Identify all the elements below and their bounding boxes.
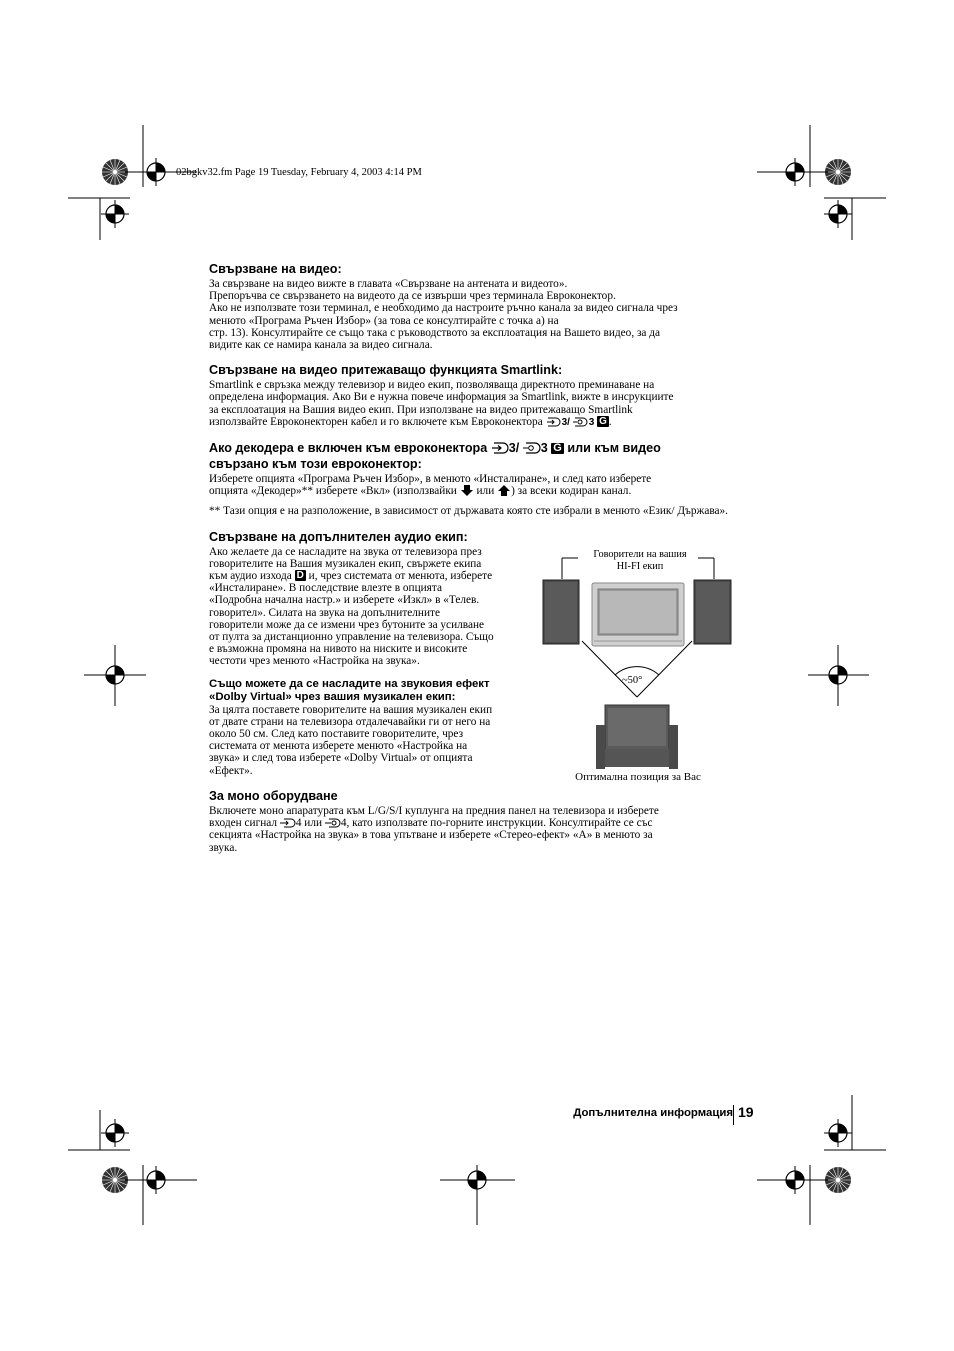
section-smartlink-line: Smartlink е свръзка между телевизор и видео екип, позволяваща директното преминаване на — [209, 379, 655, 392]
section-smartlink-title: Свързване на видео притежаващо функцията Smartlink: — [209, 363, 563, 378]
arrow-down-icon — [460, 485, 474, 497]
section-smartlink-line: за експлоатация на Вашия видео екип. При използване на видео притежаващо Smartlink — [209, 403, 633, 416]
mono-text: 4 или — [295, 817, 323, 830]
badge-g: G — [553, 442, 562, 455]
section-mono — [209, 789, 749, 854]
scart-video-icon — [523, 441, 541, 455]
badge-g: G — [599, 415, 607, 427]
dolby-line: «Ефект». — [209, 764, 253, 777]
footer-divider — [733, 1105, 734, 1125]
dolby-line: около 50 см. След като поставите говорителите, чрез — [209, 728, 464, 741]
dolby-line: звука» и след това изберете «Dolby Virtual» от опцията — [209, 752, 473, 765]
section-audio-title: Свързване на допълнителен аудио екип: — [209, 529, 468, 544]
speaker-placement-drawing — [542, 549, 734, 779]
dolby-line: от двате страни на телевизора отдалечавайки ги от него на — [209, 715, 491, 728]
audio-line: «Подробна начална настр.» и изберете «Изкл» в «Телев. — [209, 594, 480, 607]
scart-arrow-icon — [491, 441, 509, 455]
angle-label: ~50° — [622, 675, 643, 686]
section-video-line: Препоръчва се свързването на видеото да се извърши чрез терминала Евроконектор. — [209, 290, 616, 303]
audio-line: говорител». Силата на звука на допълнителните — [209, 606, 440, 619]
mono-line: звука. — [209, 841, 238, 854]
section-smartlink-line: използвайте Евроконектoрен кабел и го включете към Евроконектора 3/ 3 G . — [209, 415, 612, 428]
mono-text: 4, като използвате по-горните инструкции. Консултирайте се със — [340, 817, 653, 830]
section-video-line: стр. 13). Консултирайте се също така с ръководството за експлоатация на Вашето видео, за да — [209, 326, 661, 339]
audio-line: честоти чрез менюто «Настройка на звука». — [209, 655, 420, 668]
audio-text-part: и, чрез системата от менюта, изберете — [308, 570, 493, 583]
section-decoder-title — [209, 441, 749, 456]
decoder-title-part: Ако декодера е включен към евроконектора — [209, 441, 488, 456]
footer-section-title: Допълнителна информация — [573, 1107, 733, 1119]
dolby-title: «Dolby Virtual» чрез вашия музикален екип: — [209, 690, 456, 703]
audio-text — [209, 546, 534, 777]
speakers-label-line: Говорители на вашия — [593, 549, 687, 560]
mono-line: Включете моно апаратурата към L/G/S/I куплунга на предния панел на телевизора и изберете — [209, 804, 659, 817]
section-video-line: менюто «Програма Ръчен Избор» (за това се консултирайте с точка а) на — [209, 314, 559, 327]
footnote: ** Тази опция е на разположение, в зависимост от държавата която сте избрали в менюто «Език/ Държава». — [209, 505, 729, 518]
section-mono-title: За моно оборудване — [209, 788, 338, 803]
scart-arrow-icon — [546, 416, 562, 428]
audio-line: е възможна промяна на нивото на ниските и високите — [209, 643, 468, 656]
optimal-position-label: Оптимална позиция за Вас — [575, 771, 701, 783]
speakers-label-line: HI-FI екип — [616, 561, 664, 572]
dolby-line: За цялта поставете говорителите на вашия музикален екип — [209, 703, 493, 716]
decoder-text: ) за всеки кодиран канал. — [511, 485, 632, 498]
smartlink-text: използвайте Евроконектoрен кабел и го включете към Евроконектора — [209, 415, 543, 428]
audio-line: говорителите на Вашия музикален екип, свържете екипа — [209, 557, 482, 570]
section-video-line: видите как се намира канала за видео сигнала. — [209, 339, 433, 352]
file-header: 02bgkv32.fm Page 19 Tuesday, February 4, 2003 4:14 PM — [176, 167, 422, 178]
mono-line — [209, 817, 749, 829]
section-decoder-line — [209, 485, 749, 497]
mono-line: секцията «Настройка на звука» в това упътване и изберете «Стерео-ефект» «A» в менюто за — [209, 829, 653, 842]
speaker-placement-figure — [542, 549, 734, 791]
section-video-line: За свързване на видео вижте в главата «Свързване на антената и видеото». — [209, 278, 568, 290]
section-video-title: Свързване на видео: — [209, 262, 342, 276]
audio-line: говорители може да се измени чрез бутоните за усилване — [209, 618, 485, 631]
audio-line: «Инсталиране». В последствие влезте в опцията — [209, 582, 442, 595]
connector-number: 3 — [588, 416, 595, 428]
input-video-icon — [325, 817, 341, 829]
section-decoder-line: Изберете опцията «Програма Ръчен Избор», в менюто «Инсталиране», и след като изберете — [209, 473, 652, 486]
section-video — [209, 262, 749, 351]
dolby-line: системата от менюта изберете менюто «Настройка на — [209, 740, 468, 753]
scart-video-icon — [573, 416, 589, 428]
audio-text-part: към аудио изхода — [209, 570, 292, 583]
section-decoder-title-line2: свързано към този евроконектор: — [209, 457, 422, 472]
audio-line: Ако желаете да се насладите на звука от телевизора през — [209, 545, 482, 558]
input-arrow-icon — [280, 817, 296, 829]
decoder-text: или — [476, 485, 495, 498]
arrow-up-icon — [497, 485, 511, 497]
mono-text: входен сигнал — [209, 817, 277, 830]
section-smartlink-line: определена информация. Ако Ви е нужна повече информация за Smartlink, вижте в инсрукциите — [209, 391, 674, 404]
section-smartlink — [209, 363, 749, 429]
audio-line: от пулта за дистанционно управление на телевизора. Също — [209, 631, 494, 644]
badge-d: D — [296, 570, 304, 582]
speakers-label — [580, 549, 700, 573]
section-video-line: Ако не използвате този терминал, е необходимо да настроите ръчно канала за видео сигнала чрез — [209, 302, 678, 315]
audio-line — [209, 570, 534, 582]
dolby-title: Също можете да се насладите на звуковия ефект — [209, 677, 490, 690]
decoder-connector-number: 3 — [540, 441, 548, 456]
page-number: 19 — [738, 1104, 754, 1120]
section-decoder — [209, 441, 749, 518]
decoder-text: опцията «Декодер»** изберете «Вкл» (използвайки — [209, 485, 457, 498]
connector-label: 3/ — [561, 416, 570, 428]
decoder-connector: 3/ — [508, 441, 520, 456]
decoder-title-part: или към видео — [567, 441, 661, 456]
